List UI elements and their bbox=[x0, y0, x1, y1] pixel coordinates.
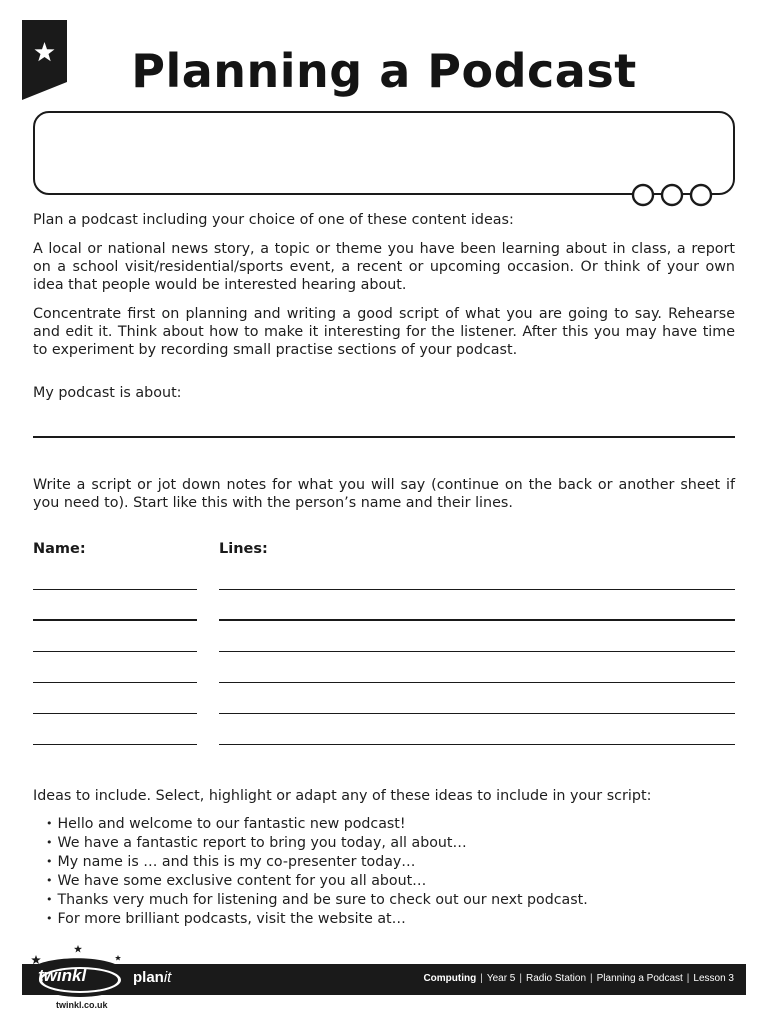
lines-line[interactable] bbox=[219, 589, 735, 590]
list-item: • Hello and welcome to our fantastic new podcast! bbox=[46, 815, 588, 834]
lines-line[interactable] bbox=[219, 682, 735, 683]
twinkl-url: twinkl.co.uk bbox=[56, 1000, 108, 1010]
planit-prefix: plan bbox=[133, 969, 164, 986]
lines-line[interactable] bbox=[219, 651, 735, 652]
planit-suffix: it bbox=[163, 969, 172, 986]
planit-logo bbox=[133, 969, 171, 986]
name-line[interactable] bbox=[33, 589, 197, 590]
lines-line[interactable] bbox=[219, 744, 735, 745]
lesson-label: Lesson 3 bbox=[693, 973, 734, 984]
intro-text: Plan a podcast including your choice of one of these content ideas: bbox=[33, 212, 514, 228]
footer-breadcrumb: Computing | Year 5 | Radio Station | Planning a Podcast | Lesson 3 bbox=[423, 973, 734, 984]
year-label: Year 5 bbox=[486, 973, 516, 984]
lines-column-header: Lines: bbox=[219, 541, 268, 557]
name-line[interactable] bbox=[33, 651, 197, 652]
about-label: My podcast is about: bbox=[33, 385, 182, 401]
list-item: • We have some exclusive content for you all about… bbox=[46, 872, 588, 891]
name-line[interactable] bbox=[33, 744, 197, 745]
twinkl-brand: twinkl bbox=[38, 966, 87, 985]
instructions-paragraph: Concentrate first on planning and writing a good script of what you are going to say. Rehearse and edit it. Think about how to make it interesting for the listener. After this you may have time to experiment by recording small practise sections of your podcast. bbox=[33, 306, 735, 358]
name-line[interactable] bbox=[33, 682, 197, 683]
list-item: • Thanks very much for listening and be sure to check out our next podcast. bbox=[46, 891, 588, 910]
speech-bubble-circles-icon bbox=[630, 182, 716, 208]
script-instructions: Write a script or jot down notes for what you will say (continue on the back or another sheet if you need to). Start like this with the person’s name and their lines. bbox=[33, 477, 735, 511]
lines-line[interactable] bbox=[219, 713, 735, 714]
list-item: • We have a fantastic report to bring you today, all about… bbox=[46, 834, 588, 853]
page-title: Planning a Podcast bbox=[131, 44, 637, 98]
ideas-paragraph: A local or national news story, a topic or theme you have been learning about in class, a report on a school visit/residential/sports event, a recent or upcoming occasion. Or think of your own idea that people would be interested hearing about. bbox=[33, 241, 735, 293]
ideas-intro: Ideas to include. Select, highlight or adapt any of these ideas to include in your script: bbox=[33, 788, 652, 804]
about-answer-line[interactable] bbox=[33, 436, 735, 438]
ideas-list bbox=[46, 815, 588, 929]
lines-line[interactable] bbox=[219, 619, 735, 621]
lesson-title-label: Planning a Podcast bbox=[596, 973, 683, 984]
unit-label: Radio Station bbox=[525, 973, 587, 984]
list-item: • My name is … and this is my co-presenter today… bbox=[46, 853, 588, 872]
name-line[interactable] bbox=[33, 713, 197, 714]
subject-label: Computing bbox=[423, 973, 477, 984]
list-item: • For more brilliant podcasts, visit the website at… bbox=[46, 910, 588, 929]
name-column-header: Name: bbox=[33, 541, 86, 557]
name-line[interactable] bbox=[33, 619, 197, 621]
